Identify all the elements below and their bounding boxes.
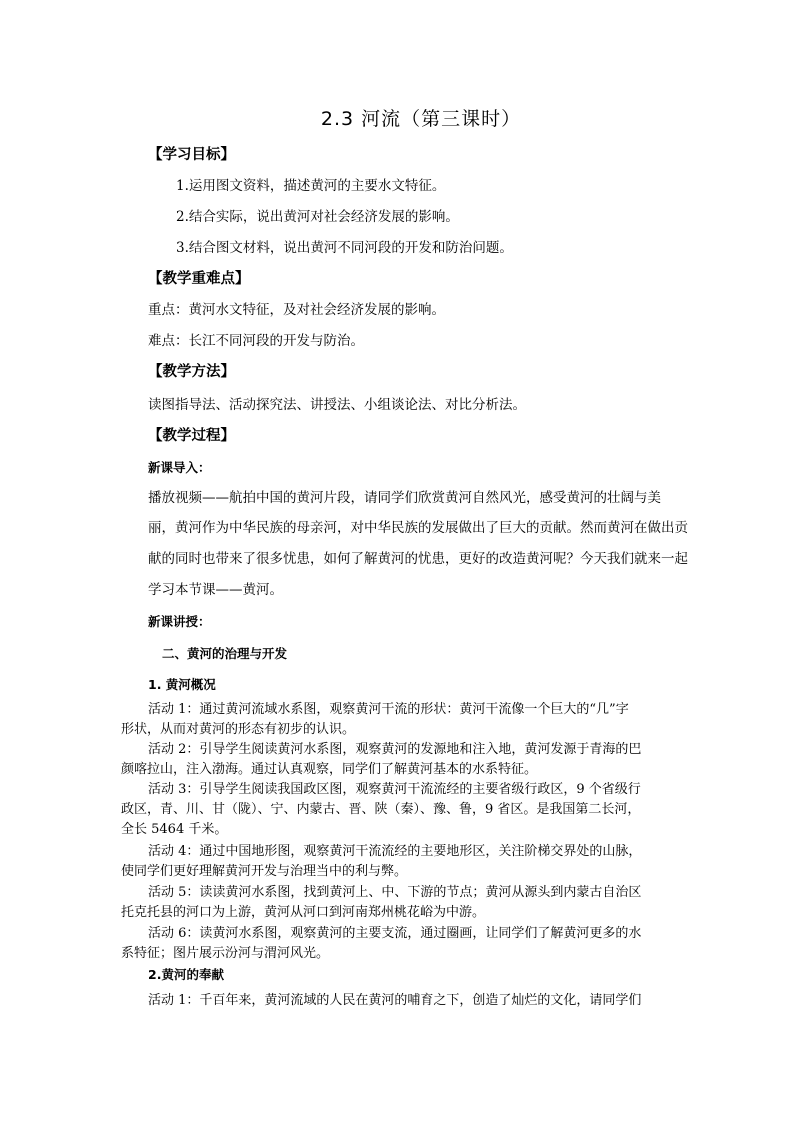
activity-line: 活动 1：千百年来，黄河流域的人民在黄河的哺育之下，创造了灿烂的文化，请同学们: [148, 993, 642, 1008]
intro-line: 丽，黄河作为中华民族的母亲河，对中华民族的发展做出了巨大的贡献。然而黄河在做出贡: [148, 520, 688, 536]
intro-line: 学习本节课——黄河。: [148, 582, 283, 598]
activity-line: 全长 5464 千米。: [121, 822, 228, 837]
activity-line: 政区，青、川、甘（陇）、宁、内蒙古、晋、陕（秦）、豫、鲁，9 省区。是我国第二长河，: [121, 802, 641, 817]
activity-line: 使同学们更好理解黄河开发与治理当中的利与弊。: [121, 864, 408, 879]
methods-text: 读图指导法、活动探究法、讲授法、小组谈论法、对比分析法。: [148, 397, 526, 413]
objective-item-2: 2.结合实际，说出黄河对社会经济发展的影响。: [176, 209, 459, 225]
intro-line: 播放视频——航拍中国的黄河片段，请同学们欣赏黄河自然风光，感受黄河的壮阔与美: [148, 490, 661, 506]
page-title: 2.3 河流（第三课时）: [320, 108, 522, 130]
activity-line: 系特征；图片展示汾河与渭河风光。: [121, 946, 330, 961]
difficult-point-text: 难点：长江不同河段的开发与防治。: [148, 333, 364, 349]
process-heading: 【教学过程】: [148, 428, 235, 444]
intro-line: 献的同时也带来了很多忧患，如何了解黄河的忧患，更好的改造黄河呢？今天我们就来一起: [148, 551, 688, 567]
objective-item-1: 1.运用图文资料，描述黄河的主要水文特征。: [176, 178, 446, 194]
methods-heading: 【教学方法】: [148, 364, 235, 380]
sub-two-heading: 2.黄河的奉献: [148, 967, 224, 982]
objective-item-3: 3.结合图文材料，说出黄河不同河段的开发和防治问题。: [176, 240, 513, 256]
key-point-text: 重点：黄河水文特征，及对社会经济发展的影响。: [148, 302, 445, 318]
intro-heading: 新课导入：: [148, 460, 211, 475]
activity-line: 活动 2：引导学生阅读黄河水系图，观察黄河的发源地和注入地，黄河发源于青海的巴: [148, 742, 642, 757]
key-points-heading: 【教学重难点】: [148, 271, 250, 287]
activity-line: 活动 6：读黄河水系图，观察黄河的主要支流，通过圈画，让同学们了解黄河更多的水: [148, 926, 642, 941]
activity-line: 形状，从而对黄河的形态有初步的认识。: [121, 722, 356, 737]
activity-line: 活动 5：读读黄河水系图，找到黄河上、中、下游的节点；黄河从源头到内蒙古自治区: [148, 885, 642, 900]
activity-line: 托克托县的河口为上游，黄河从河口到河南郑州桃花峪为中游。: [121, 905, 486, 920]
activity-line: 活动 3：引导学生阅读我国政区图，观察黄河干流流经的主要省级行政区，9 个省级行: [148, 782, 641, 797]
activity-line: 活动 1：通过黄河流域水系图，观察黄河干流的形状：黄河干流像一个巨大的“几”字: [148, 702, 629, 717]
objectives-heading: 【学习目标】: [148, 147, 235, 163]
sub-one-heading: 1. 黄河概况: [148, 677, 216, 692]
lecture-heading: 新课讲授：: [148, 614, 211, 629]
section-two-heading: 二、黄河的治理与开发: [162, 646, 288, 661]
activity-line: 活动 4：通过中国地形图，观察黄河干流流经的主要地形区，关注阶梯交界处的山脉，: [148, 844, 642, 859]
activity-line: 颜喀拉山，注入渤海。通过认真观察，同学们了解黄河基本的水系特征。: [121, 762, 538, 777]
